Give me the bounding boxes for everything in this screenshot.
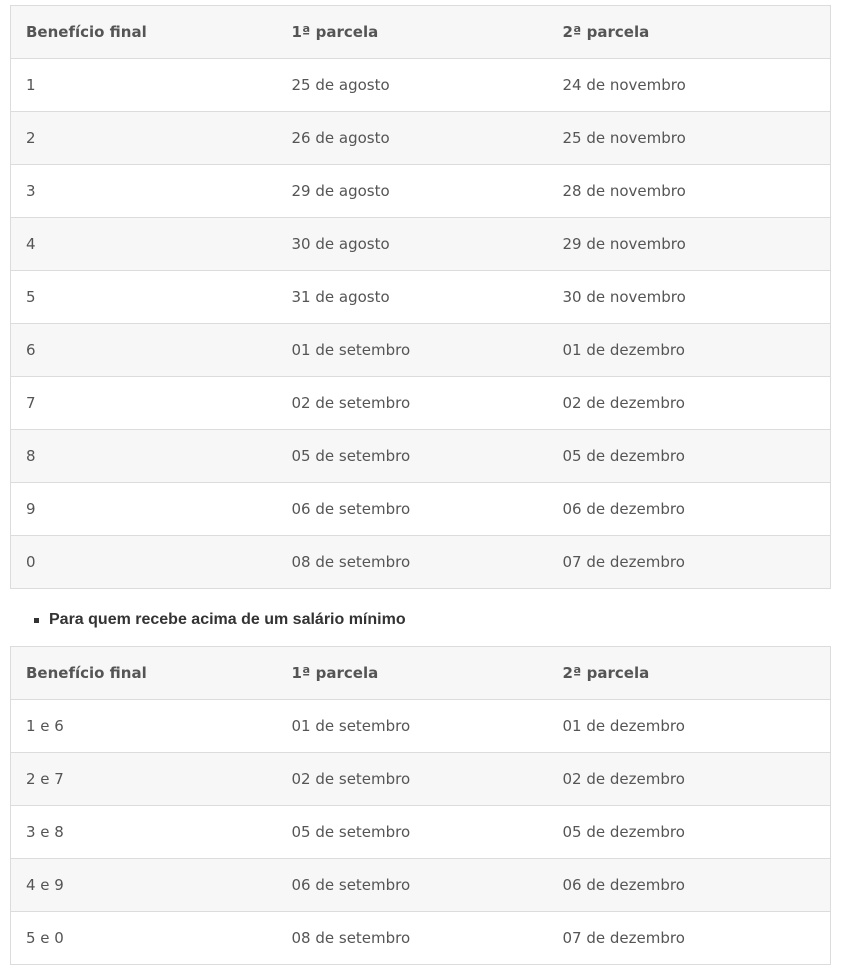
second-installment-cell: 02 de dezembro	[548, 377, 831, 430]
table-row	[11, 165, 831, 218]
table-row	[11, 912, 831, 965]
first-installment-cell: 02 de setembro	[277, 377, 548, 430]
first-installment-cell: 05 de setembro	[277, 806, 548, 859]
table-row	[11, 218, 831, 271]
payment-schedule-table-up-to-minimum-wage	[10, 5, 831, 589]
benefit-final-cell: 4	[11, 218, 277, 271]
table-row	[11, 806, 831, 859]
benefit-final-cell: 9	[11, 483, 277, 536]
second-installment-cell: 02 de dezembro	[548, 753, 831, 806]
column-header-benefit-final: Benefício final	[11, 6, 277, 59]
second-installment-cell: 29 de novembro	[548, 218, 831, 271]
table-row	[11, 483, 831, 536]
table-row	[11, 753, 831, 806]
second-installment-cell: 05 de dezembro	[548, 430, 831, 483]
first-installment-cell: 29 de agosto	[277, 165, 548, 218]
second-installment-cell: 25 de novembro	[548, 112, 831, 165]
second-installment-cell: 01 de dezembro	[548, 700, 831, 753]
benefit-final-cell: 3 e 8	[11, 806, 277, 859]
first-installment-cell: 08 de setembro	[277, 912, 548, 965]
benefit-final-cell: 1 e 6	[11, 700, 277, 753]
column-header-first-installment: 1ª parcela	[277, 647, 548, 700]
first-installment-cell: 05 de setembro	[277, 430, 548, 483]
second-installment-cell: 07 de dezembro	[548, 536, 831, 589]
section-bullet-text: Para quem recebe acima de um salário mínimo	[49, 611, 406, 628]
second-installment-cell: 05 de dezembro	[548, 806, 831, 859]
benefit-final-cell: 6	[11, 324, 277, 377]
table-row	[11, 700, 831, 753]
second-installment-cell: 30 de novembro	[548, 271, 831, 324]
table-row	[11, 859, 831, 912]
table-row	[11, 377, 831, 430]
first-installment-cell: 26 de agosto	[277, 112, 548, 165]
section-bullet-item	[34, 608, 406, 632]
table-header-row	[11, 647, 831, 700]
first-installment-cell: 01 de setembro	[277, 324, 548, 377]
column-header-second-installment: 2ª parcela	[548, 6, 831, 59]
table-row	[11, 536, 831, 589]
first-installment-cell: 06 de setembro	[277, 859, 548, 912]
table-row	[11, 430, 831, 483]
benefit-final-cell: 3	[11, 165, 277, 218]
first-installment-cell: 31 de agosto	[277, 271, 548, 324]
first-installment-cell: 01 de setembro	[277, 700, 548, 753]
column-header-benefit-final: Benefício final	[11, 647, 277, 700]
benefit-final-cell: 0	[11, 536, 277, 589]
table-row	[11, 59, 831, 112]
second-installment-cell: 06 de dezembro	[548, 859, 831, 912]
benefit-final-cell: 1	[11, 59, 277, 112]
benefit-final-cell: 5 e 0	[11, 912, 277, 965]
benefit-final-cell: 8	[11, 430, 277, 483]
table-row	[11, 324, 831, 377]
second-installment-cell: 28 de novembro	[548, 165, 831, 218]
column-header-first-installment: 1ª parcela	[277, 6, 548, 59]
benefit-final-cell: 7	[11, 377, 277, 430]
table-header-row	[11, 6, 831, 59]
square-bullet-icon	[34, 618, 39, 623]
first-installment-cell: 06 de setembro	[277, 483, 548, 536]
table-row	[11, 271, 831, 324]
benefit-final-cell: 2 e 7	[11, 753, 277, 806]
payment-schedule-table-above-minimum-wage	[10, 646, 831, 965]
first-installment-cell: 25 de agosto	[277, 59, 548, 112]
first-installment-cell: 30 de agosto	[277, 218, 548, 271]
second-installment-cell: 06 de dezembro	[548, 483, 831, 536]
column-header-second-installment: 2ª parcela	[548, 647, 831, 700]
benefit-final-cell: 4 e 9	[11, 859, 277, 912]
first-installment-cell: 02 de setembro	[277, 753, 548, 806]
benefit-final-cell: 2	[11, 112, 277, 165]
benefit-final-cell: 5	[11, 271, 277, 324]
second-installment-cell: 01 de dezembro	[548, 324, 831, 377]
first-installment-cell: 08 de setembro	[277, 536, 548, 589]
second-installment-cell: 07 de dezembro	[548, 912, 831, 965]
second-installment-cell: 24 de novembro	[548, 59, 831, 112]
table-row	[11, 112, 831, 165]
